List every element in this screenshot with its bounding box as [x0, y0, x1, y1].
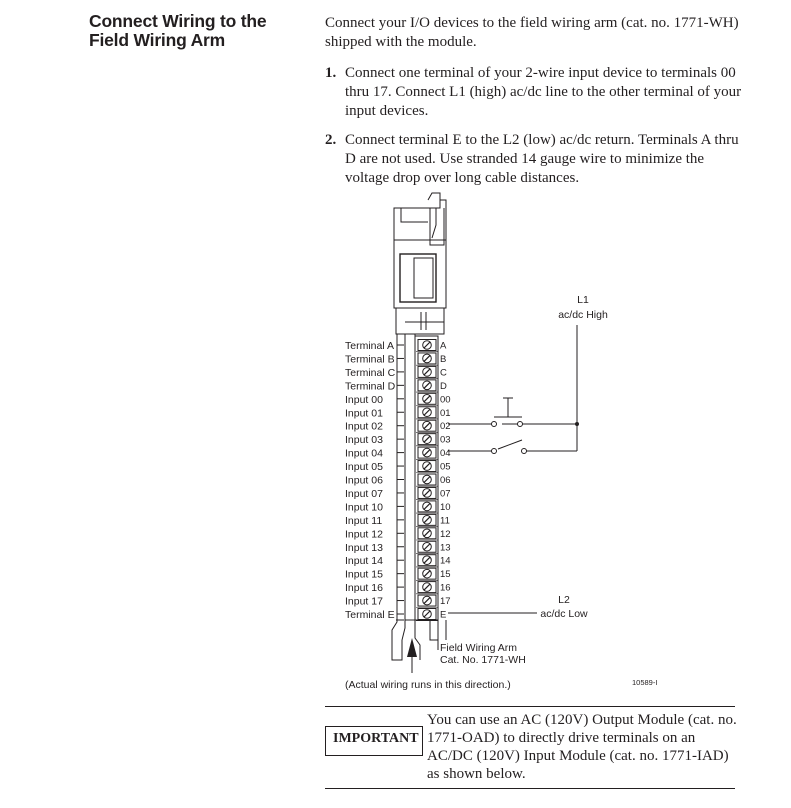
terminal-id-label: 17 — [440, 596, 451, 608]
terminal-id-label: B — [440, 353, 447, 365]
terminal-left-label: Terminal E — [345, 609, 395, 621]
terminal-left-label: Terminal B — [345, 353, 395, 366]
terminal-left-label: Input 06 — [345, 474, 383, 487]
l1-sublabel: ac/dc High — [558, 309, 608, 321]
terminal-row — [345, 528, 451, 541]
terminal-id-label: A — [440, 340, 447, 352]
terminal-row — [345, 609, 446, 622]
terminal-id-label: 13 — [440, 542, 451, 554]
terminal-id-label: C — [440, 367, 447, 379]
terminal-row — [345, 393, 451, 406]
terminal-row — [345, 380, 447, 393]
pushbutton-switch — [494, 398, 522, 417]
step-text: Connect terminal E to the L2 (low) ac/dc return. Terminals A thru D are not used. Use stranded 14 gauge wire to minimize the voltage drop over long cable distances. — [345, 132, 739, 186]
figure-id: 10589-I — [632, 678, 658, 687]
wiring-direction-arrow — [407, 638, 417, 657]
terminal-id-label: 14 — [440, 555, 451, 567]
terminal-left-label: Input 16 — [345, 582, 383, 595]
terminal-id-label: E — [440, 609, 447, 621]
terminal-left-label: Input 04 — [345, 447, 383, 460]
terminal-id-label: 07 — [440, 488, 451, 500]
important-text: You can use an AC (120V) Output Module (cat. no. 1771-OAD) to directly drive terminals on an AC/DC (120V) Input Module (cat. no. 1771-IAD) as shown below. — [427, 712, 737, 782]
terminal-id-label: 03 — [440, 434, 451, 446]
terminal-id-label: 01 — [440, 407, 451, 419]
step-number: 1. — [325, 65, 337, 81]
terminal-row — [345, 501, 451, 514]
direction-note: (Actual wiring runs in this direction.) — [345, 679, 511, 691]
terminal-left-label: Input 02 — [345, 420, 383, 433]
toggle-switch — [498, 440, 522, 449]
terminal-left-label: Input 05 — [345, 461, 383, 474]
terminal-left-label: Input 07 — [345, 487, 383, 500]
terminal-left-label: Input 10 — [345, 501, 383, 514]
l2-label: L2 — [558, 594, 570, 606]
terminal-id-label: 06 — [440, 475, 451, 486]
field-wiring-arm-label: Field Wiring Arm — [440, 642, 518, 654]
terminal-id-label: 04 — [440, 448, 451, 460]
terminal-row — [345, 447, 451, 460]
terminal-row — [345, 555, 451, 568]
terminal-row — [345, 366, 447, 379]
terminal-id-label: 05 — [440, 461, 451, 473]
terminal-row — [345, 434, 451, 447]
important-top-rule — [325, 706, 735, 707]
terminal-id-label: 15 — [440, 569, 451, 581]
terminal-left-label: Input 15 — [345, 568, 383, 581]
terminal-id-label: 12 — [440, 528, 451, 540]
terminal-left-label: Input 13 — [345, 541, 383, 554]
important-bottom-rule — [325, 788, 735, 789]
terminal-row — [345, 487, 451, 500]
l1-label: L1 — [577, 294, 589, 306]
terminal-id-label: 02 — [440, 421, 451, 433]
terminal-left-label: Input 03 — [345, 434, 383, 447]
terminal-left-label: Input 14 — [345, 555, 383, 568]
l2-sublabel: ac/dc Low — [540, 608, 588, 620]
terminal-row — [345, 595, 451, 608]
terminal-id-label: 11 — [440, 515, 450, 527]
terminal-id-label: 10 — [440, 501, 451, 513]
terminal-row — [345, 407, 451, 420]
intro-paragraph: Connect your I/O devices to the field wiring arm (cat. no. 1771-WH) shipped with the module. — [325, 15, 739, 50]
terminal-left-label: Terminal A — [345, 340, 395, 352]
terminal-row — [345, 461, 451, 474]
terminal-row — [345, 582, 451, 595]
terminal-left-label: Input 12 — [345, 528, 383, 541]
terminal-row — [345, 353, 446, 366]
terminal-row — [345, 568, 451, 581]
terminal-row — [345, 474, 451, 487]
terminal-row — [345, 420, 451, 433]
terminal-row — [345, 340, 447, 353]
step-number: 2. — [325, 132, 337, 148]
arm-window — [400, 254, 436, 302]
arm-latch — [428, 193, 440, 200]
terminal-id-label: D — [440, 380, 447, 392]
terminal-left-label: Input 17 — [345, 595, 383, 608]
terminal-left-label: Input 11 — [345, 514, 383, 527]
terminal-left-label: Terminal C — [345, 366, 396, 379]
important-label: IMPORTANT — [333, 731, 419, 746]
terminal-left-label: Input 01 — [345, 407, 383, 420]
terminal-id-label: 16 — [440, 582, 451, 594]
terminal-left-label: Terminal D — [345, 380, 396, 393]
step-text: Connect one terminal of your 2-wire input device to terminals 00 thru 17. Connect L1 (high) ac/dc line to the other terminal of your input devices. — [345, 65, 742, 119]
terminal-row — [345, 541, 451, 554]
terminal-left-label: Input 00 — [345, 393, 383, 406]
catalog-number-label: Cat. No. 1771-WH — [440, 654, 526, 666]
section-heading: Connect Wiring to the Field Wiring Arm — [89, 11, 267, 50]
terminal-id-label: 00 — [440, 394, 451, 406]
